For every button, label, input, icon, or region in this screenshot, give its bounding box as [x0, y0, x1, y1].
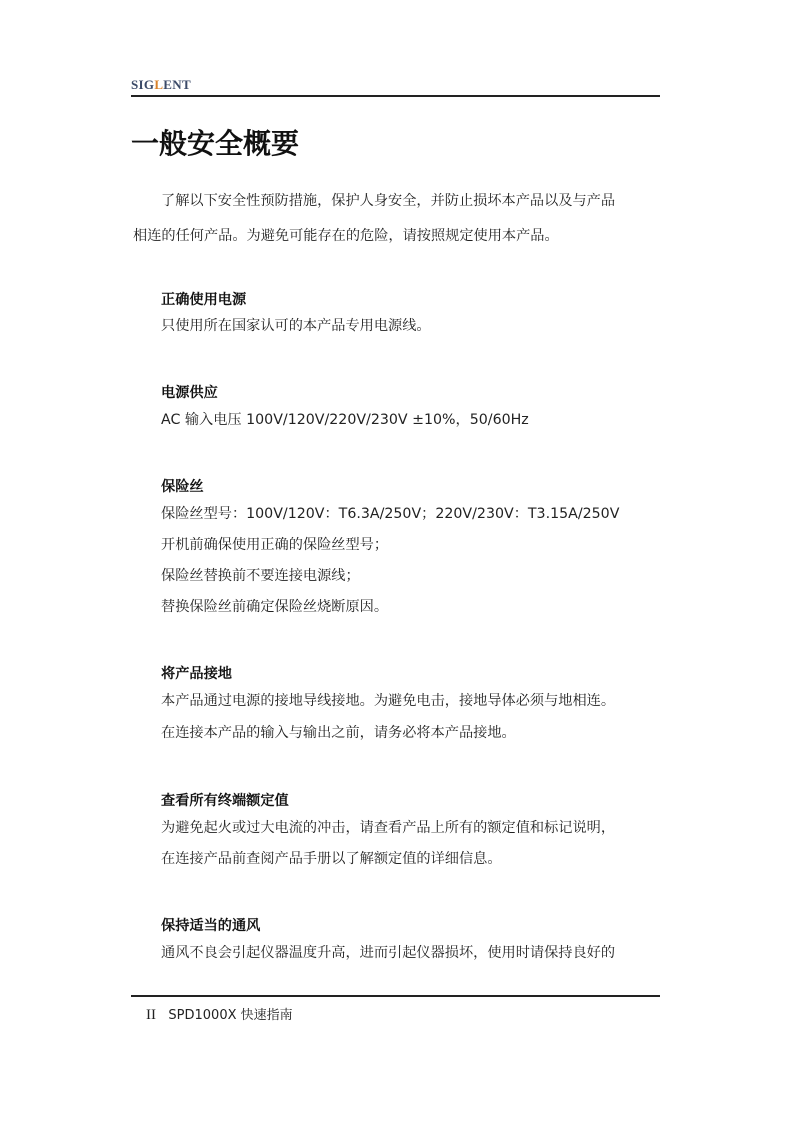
header-rule — [131, 95, 660, 97]
footer-product: SPD1000X 快速指南 — [168, 1008, 293, 1023]
section-heading: 查看所有终端额定值 — [161, 793, 289, 809]
logo-accent: L — [154, 77, 164, 92]
section-line: AC 输入电压 100V/120V/220V/230V ±10%，50/60Hz — [161, 412, 529, 428]
section-heading: 保持适当的通风 — [161, 918, 261, 934]
footer — [146, 1004, 293, 1024]
intro-line: 相连的任何产品。为避免可能存在的危险，请按照规定使用本产品。 — [133, 228, 559, 244]
section-line: 在连接本产品的输入与输出之前，请务必将本产品接地。 — [161, 725, 516, 741]
section-line: 保险丝型号：100V/120V：T6.3A/250V；220V/230V：T3.15A/250V — [161, 506, 620, 522]
section-heading: 保险丝 — [161, 479, 204, 495]
section-line: 替换保险丝前确定保险丝烧断原因。 — [161, 599, 389, 615]
logo-text: SIG — [131, 77, 155, 92]
footer-rule — [131, 995, 660, 997]
section-line: 为避免起火或过大电流的冲击，请查看产品上所有的额定值和标记说明， — [161, 820, 616, 836]
siglent-logo — [131, 77, 191, 93]
section-line: 本产品通过电源的接地导线接地。为避免电击，接地导体必须与地相连。 — [161, 693, 616, 709]
section-line: 在连接产品前查阅产品手册以了解额定值的详细信息。 — [161, 851, 502, 867]
section-heading: 电源供应 — [161, 385, 218, 401]
section-line: 通风不良会引起仪器温度升高，进而引起仪器损坏，使用时请保持良好的 — [161, 945, 616, 961]
section-line: 保险丝替换前不要连接电源线； — [161, 568, 360, 584]
intro-line: 了解以下安全性预防措施，保护人身安全，并防止损坏本产品以及与产品 — [161, 193, 616, 209]
page-number: II — [146, 1007, 156, 1023]
section-line: 开机前确保使用正确的保险丝型号； — [161, 537, 389, 553]
section-heading: 正确使用电源 — [161, 292, 247, 308]
section-line: 只使用所在国家认可的本产品专用电源线。 — [161, 318, 431, 334]
page-title: 一般安全概要 — [131, 127, 300, 160]
logo-text: ENT — [163, 77, 191, 92]
section-heading: 将产品接地 — [161, 666, 232, 682]
